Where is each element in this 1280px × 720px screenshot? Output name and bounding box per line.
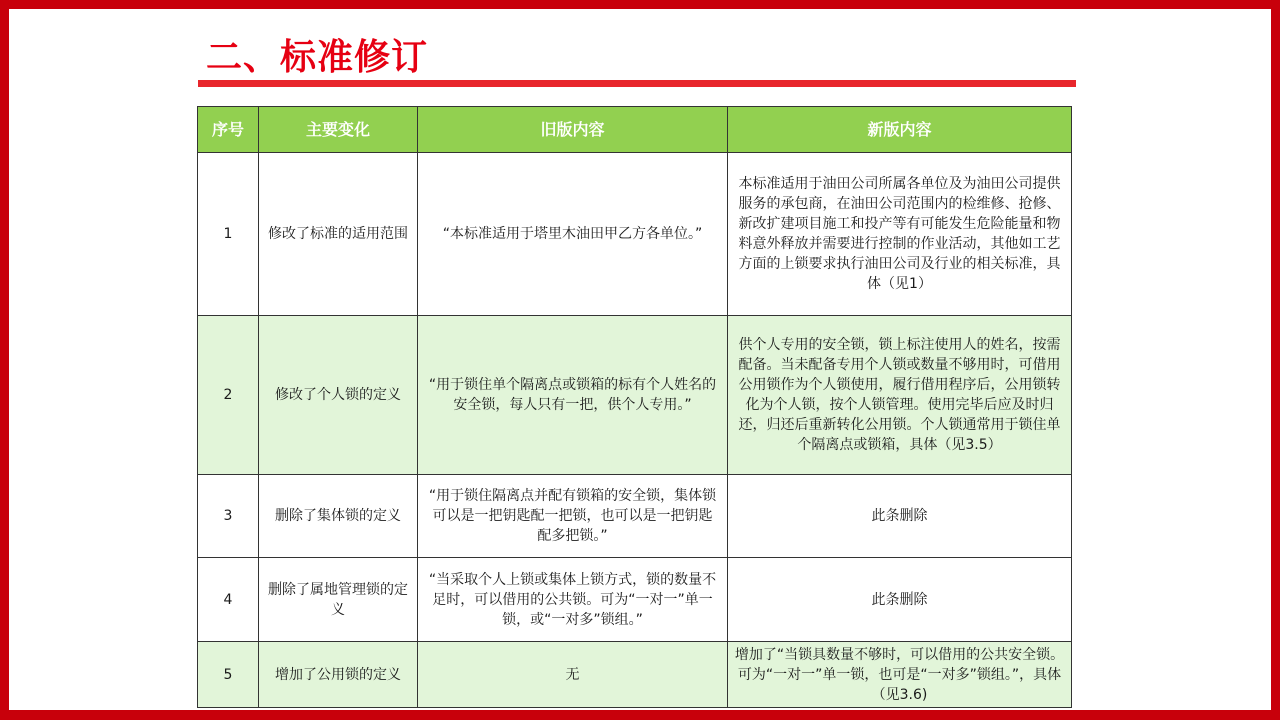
cell-change: 修改了个人锁的定义 xyxy=(259,316,418,475)
cell-old: “当采取个人上锁或集体上锁方式，锁的数量不足时，可以借用的公共锁。可为“一对一”单一锁，或“一对多”锁组。” xyxy=(418,558,728,642)
cell-seq: 5 xyxy=(198,642,259,708)
frame-right xyxy=(1271,0,1280,720)
header-seq: 序号 xyxy=(198,107,259,153)
page-title: 二、标准修订 xyxy=(206,37,429,78)
cell-change: 修改了标准的适用范围 xyxy=(259,153,418,316)
frame-top xyxy=(0,0,1280,9)
revision-table xyxy=(197,106,1072,708)
table-header-row xyxy=(198,107,1072,153)
table-row xyxy=(198,642,1072,708)
table-row xyxy=(198,153,1072,316)
frame-left xyxy=(0,0,9,720)
header-main-change: 主要变化 xyxy=(259,107,418,153)
title-underline xyxy=(198,80,1076,87)
frame-bottom xyxy=(0,710,1280,720)
cell-new: 此条删除 xyxy=(728,558,1072,642)
cell-old: “用于锁住隔离点并配有锁箱的安全锁，集体锁可以是一把钥匙配一把锁，也可以是一把钥匙配多把锁。” xyxy=(418,475,728,558)
table-row xyxy=(198,316,1072,475)
cell-old: “用于锁住单个隔离点或锁箱的标有个人姓名的安全锁，每人只有一把，供个人专用。” xyxy=(418,316,728,475)
cell-change: 删除了属地管理锁的定义 xyxy=(259,558,418,642)
header-new-content: 新版内容 xyxy=(728,107,1072,153)
cell-change: 删除了集体锁的定义 xyxy=(259,475,418,558)
cell-new: 增加了“当锁具数量不够时，可以借用的公共安全锁。可为“一对一”单一锁，也可是“一对多”锁组。”，具体（见3.6) xyxy=(728,642,1072,708)
cell-seq: 1 xyxy=(198,153,259,316)
table-row xyxy=(198,558,1072,642)
table-row xyxy=(198,475,1072,558)
cell-seq: 3 xyxy=(198,475,259,558)
cell-new: 本标准适用于油田公司所属各单位及为油田公司提供服务的承包商，在油田公司范围内的检维修、抢修、新改扩建项目施工和投产等有可能发生危险能量和物料意外释放并需要进行控制的作业活动，其他如工艺方面的上锁要求执行油田公司及行业的相关标准，具体（见1） xyxy=(728,153,1072,316)
cell-new: 供个人专用的安全锁，锁上标注使用人的姓名，按需配备。当未配备专用个人锁或数量不够用时，可借用公用锁作为个人锁使用，履行借用程序后，公用锁转化为个人锁，按个人锁管理。使用完毕后应及时归还，归还后重新转化公用锁。个人锁通常用于锁住单个隔离点或锁箱，具体（见3.5） xyxy=(728,316,1072,475)
cell-old: “本标准适用于塔里木油田甲乙方各单位。” xyxy=(418,153,728,316)
cell-new: 此条删除 xyxy=(728,475,1072,558)
cell-change: 增加了公用锁的定义 xyxy=(259,642,418,708)
cell-seq: 4 xyxy=(198,558,259,642)
cell-old: 无 xyxy=(418,642,728,708)
cell-seq: 2 xyxy=(198,316,259,475)
header-old-content: 旧版内容 xyxy=(418,107,728,153)
